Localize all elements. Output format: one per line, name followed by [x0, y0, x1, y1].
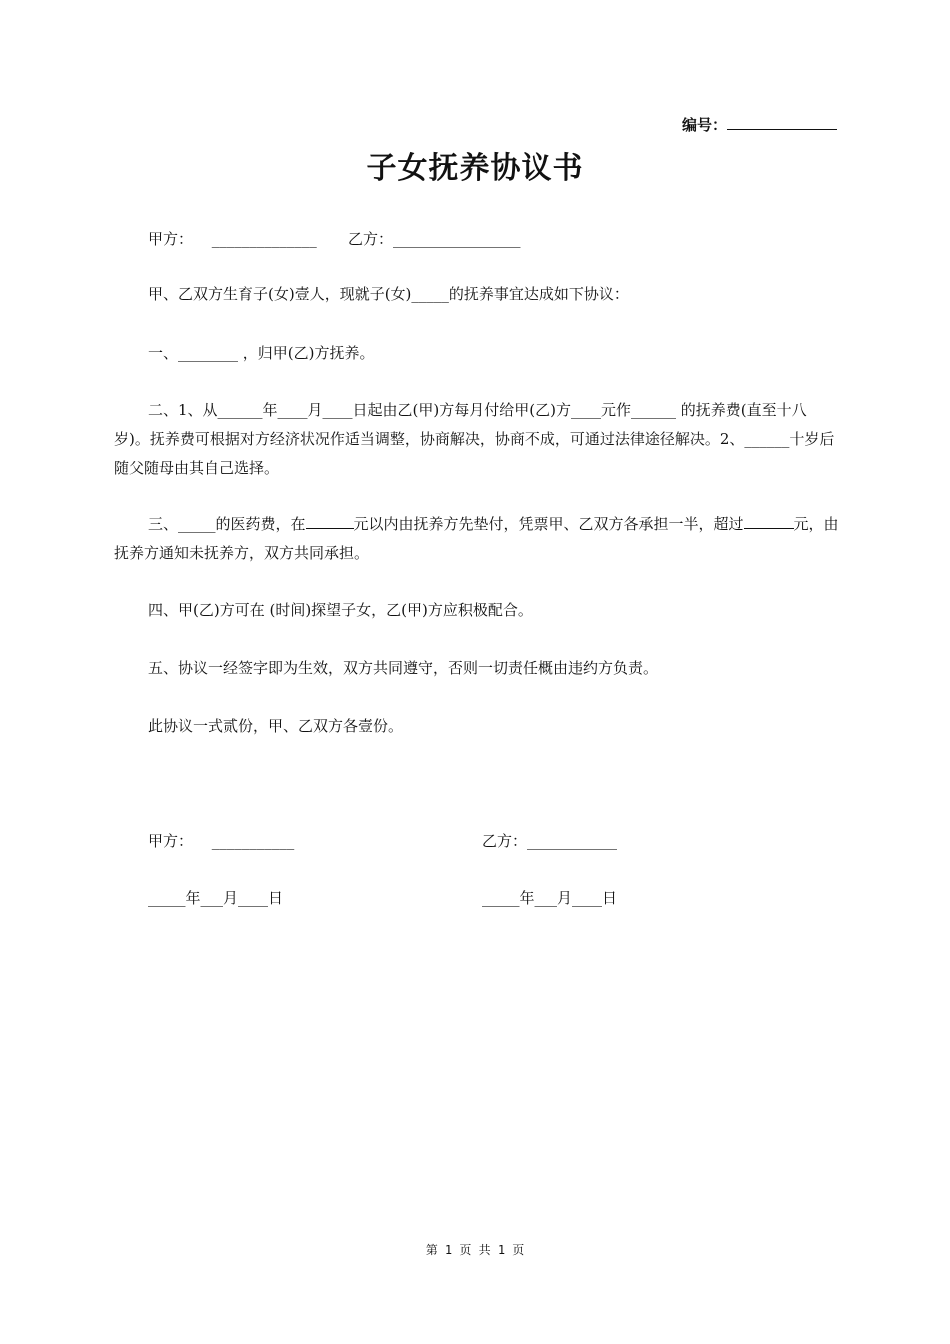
document-title: 子女抚养协议书 [366, 151, 584, 186]
clause-4: 四、甲(乙)方可在 (时间)探望子女，乙(甲)方应积极配合。 [148, 601, 533, 619]
clause-3-part-3: 元，由抚养方通知未抚养方，双方共同承担。 [114, 515, 839, 562]
party-b-field [348, 228, 521, 249]
clause-1: 一、________ ，归甲(乙)方抚养。 [148, 344, 375, 362]
signature-party-b-blank[interactable]: ____________ [527, 832, 618, 850]
clause-3-part-1: 三、_____的医药费，在 [148, 515, 306, 533]
serial-number [682, 114, 837, 135]
clause-3-part-2: 元以内由抚养方先垫付，凭票甲、乙双方各承担一半，超过 [353, 515, 744, 533]
signature-party-a-blank[interactable]: ___________ [211, 832, 295, 850]
medical-limit-blank[interactable] [306, 515, 354, 529]
serial-label: 编号： [681, 116, 727, 134]
copies-statement: 此协议一式贰份，甲、乙双方各壹份。 [148, 717, 404, 735]
signature-date-a[interactable]: _____年___月____日 [148, 889, 284, 907]
signature-party-a-label: 甲方： [148, 832, 194, 850]
signature-party-a [148, 830, 294, 851]
signature-party-b [482, 830, 617, 851]
clause-2: 二、1、从______年____月____日起由乙(甲)方每月付给甲(乙)方____元作______ 的抚养费(直至十八岁)。抚养费可根据对方经济状况作适当调整，协商解决，协商不成，可通过法律途径解决。2、______十岁后随父随母由其自己选择。 [114, 401, 835, 477]
serial-blank[interactable] [727, 115, 837, 130]
clause-5: 五、协议一经签字即为生效，双方共同遵守，否则一切责任概由违约方负责。 [148, 659, 659, 677]
party-a-label: 甲方： [148, 230, 194, 248]
clause-3 [114, 510, 839, 568]
intro-paragraph: 甲、乙双方生育子(女)壹人，现就子(女)_____的抚养事宜达成如下协议： [148, 285, 629, 303]
party-a-blank[interactable]: ______________ [211, 230, 317, 248]
signature-party-b-label: 乙方： [482, 832, 528, 850]
page-footer: 第 1 页 共 1 页 [425, 1243, 525, 1257]
party-b-blank[interactable]: _________________ [393, 230, 521, 248]
party-b-label: 乙方： [348, 230, 394, 248]
medical-excess-blank[interactable] [744, 515, 794, 529]
party-a-field [148, 228, 317, 249]
signature-date-b[interactable]: _____年___月____日 [482, 889, 618, 907]
